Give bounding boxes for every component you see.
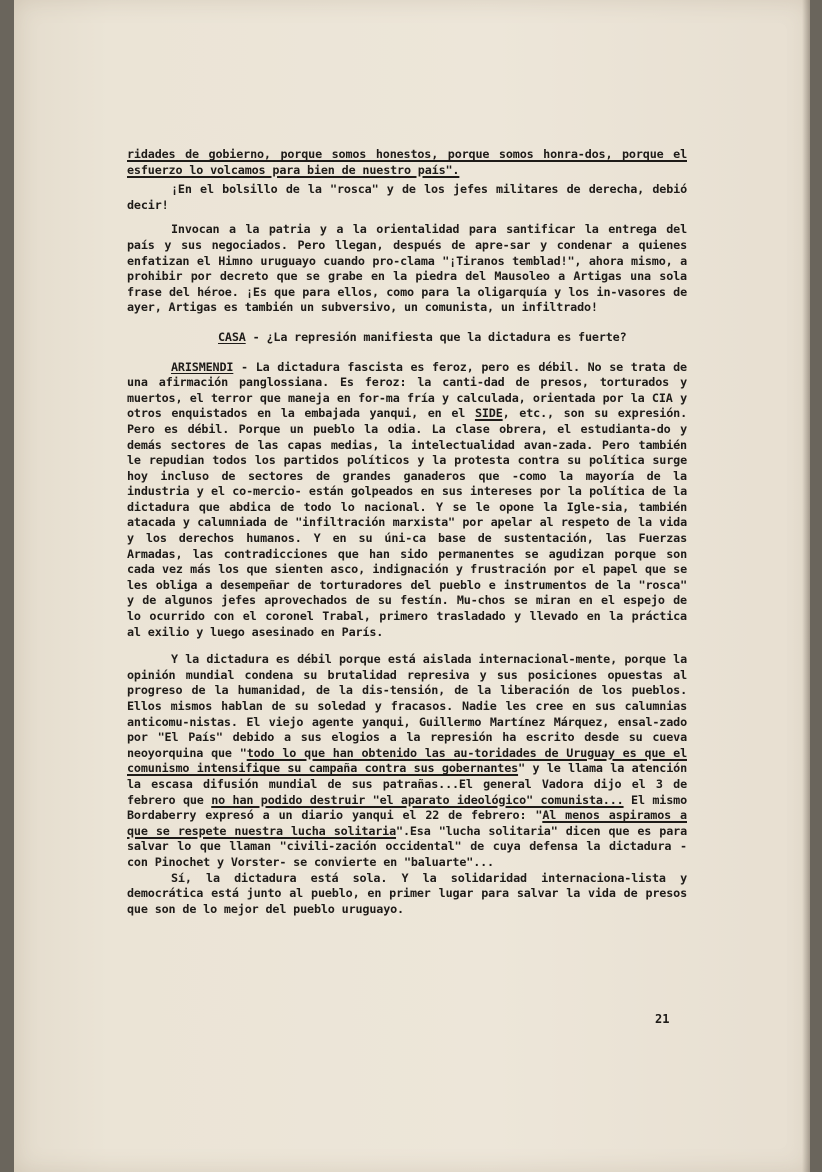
answer-text: , etc., son su expresión. Pero es débil. Porque un pueblo la odia. La clase obrera, el estudianta-do y demás sectores de las capas medias, la intelectualidad avan-zada. Pero también le repudian todos los partidos políticos y la protesta contra su política surge hoy incluso de sectores de grandes ganaderos que -como la mayoría de la industria y el co-mercio- están golpeados en sus intereses por la política de la dictadura que abdica de todo lo nacional. Y se le opone la Igle-sia, también atacada y calumniada de "infiltración marxista" por apelar al respeto de la vida y los derechos humanos. Y en su úni-ca base de sustentación, las Fuerzas Armadas, las contradicciones que han sido permanentes se agudizan porque son cada vez más los que sienten asco, indignación y frustración por el papel que se les obliga a desempeñar de torturadores del pueblo e instrumentos de la "rosca" y de algunos jefes aprovechados de su festín. Mu-chos se miran en el espejo de lo ocurrido con el coronel Trabal, primero trasladado y llevado en la práctica al exilio y luego asesinado en París. (127, 406, 687, 639)
answer-text: Y la dictadura es débil porque está aislada internacional-mente, porque la opinión mundial condena su brutalidad represiva y sus posiciones opuestas al progreso de la humanidad, de la dis-tensión, de la liberación de los pueblos. Ellos mismos hablan de su soledad y fracasos. Nadie les cree en sus calumnias anticomu-nistas. El viejo agente yanqui, Guillermo Martínez Márquez, ensal-zado por "El País" debido a sus elogios a la represión ha escrito desde su cueva neoyorquina que " (127, 652, 687, 760)
paragraph-2 (127, 182, 687, 213)
paragraph-text: Invocan a la patria y a la orientalidad para santificar la entrega del país y sus negociados. Pero llegan, después de apre-sar y condenar a quienes enfatizan el Himno uruguayo cuando pro-clama "¡Tiranos temblad!", ahora mismo, a prohibir por decreto que se grabe en la piedra del Mausoleo a Artigas una sola frase del héroe. ¡Es que para ellos, como para la oligarquía y los in-vasores de ayer, Artigas es también un subversivo, un comunista, un infiltrado! (127, 222, 687, 315)
underlined-quote: no han podido destruir "el aparato ideológico" comunista... (211, 792, 624, 807)
answer-paragraph-2 (127, 652, 687, 870)
underlined-side: SIDE (474, 406, 503, 421)
paragraph-3 (127, 222, 687, 316)
paragraph-1 (127, 147, 687, 178)
speaker-casa: CASA (218, 329, 246, 344)
answer-text: Sí, la dictadura está sola. Y la solidaridad internaciona-lista y democrática está junto al pueblo, en primer lugar para salvar la vida de presos que son de lo mejor del pueblo uruguayo. (127, 870, 687, 916)
book-page (14, 0, 810, 1172)
answer-text: El mismo Bordaberry expresó a un diario yanqui el 22 de febrero: " (127, 792, 687, 823)
paragraph-text: ¡En el bolsillo de la "rosca" y de los jefes militares de derecha, debió decir! (127, 182, 687, 212)
answer-paragraph-3 (127, 871, 687, 918)
answer-text: - La dictadura fascista es feroz, pero es débil. No se trata de una afirmación panglossiana. Es feroz: la canti-dad de presos, torturados y muertos, el terror que maneja en for-ma fría y calculada, orientada por la CIA y otros enquistados en la embajada yanqui, en el (127, 359, 687, 421)
answer-text: " y le llama la atención la escasa difusión mundial de sus patrañas...El general Vadora dijo el 3 de febrero que (127, 761, 687, 807)
body-text (127, 147, 687, 917)
underlined-quote: Al menos aspiramos a que se respete nuestra lucha solitaria (127, 808, 687, 838)
underlined-quote: todo lo que han obtenido las au-toridades de Uruguay es que el comunismo intensifique su campaña contra sus gobernantes (127, 745, 687, 776)
page-number: 21 (655, 1012, 670, 1026)
underlined-quote: ridades de gobierno, porque somos honestos, porque somos honra-dos, porque el esfuerzo lo volcamos para bien de nuestro país". (127, 147, 687, 177)
interview-question (218, 330, 673, 346)
answer-paragraph-1 (127, 360, 687, 641)
question-text: - ¿La represión manifiesta que la dictadura es fuerte? (245, 329, 627, 344)
speaker-arismendi: ARISMENDI (171, 359, 234, 374)
answer-text: ".Esa "lucha solitaria" dicen que es para salvar lo que llaman "civili-zación occidental" de cuya defensa la dictadura -con Pinochet y Vorster- se convierte en "baluarte"... (127, 823, 688, 869)
